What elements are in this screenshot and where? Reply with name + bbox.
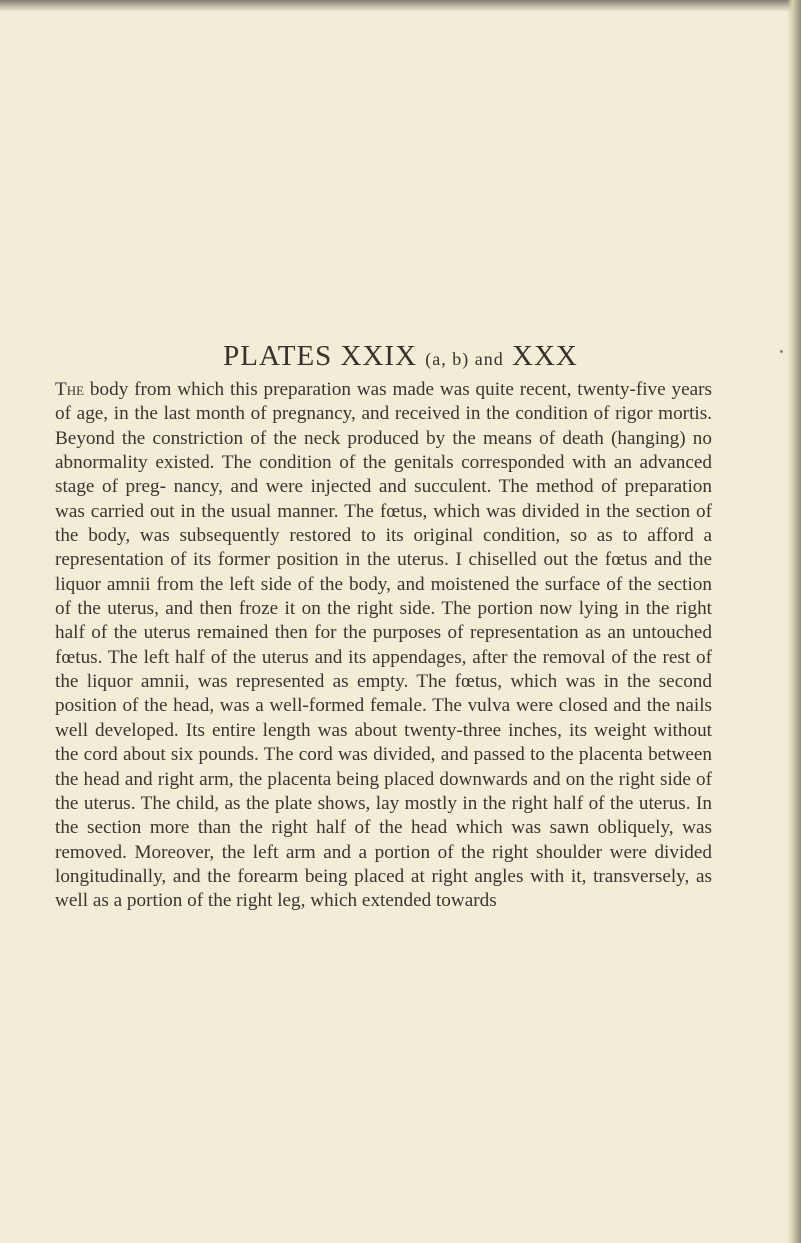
page-right-edge [787,0,801,1243]
paragraph-lead: The [55,379,85,400]
paragraph [55,378,712,914]
title-paren: (a, b) and [425,349,504,369]
paragraph-text: body from which this preparation was made was quite recent, twenty-five years of age, in the last month of pregnancy, and received in the condition of rigor mortis. Beyond the constriction of the neck produced by the means of death (hanging) no abnormality existed. The condition of the genitals corresponded with an advanced stage of preg- nancy, and were injected and succulent. The method of preparation was carried out in the usual manner. The fœtus, which was divided in the section of the body, was subsequently restored to its original condition, so as to afford a representation of its former position in the uterus. I chiselled out the fœtus and the liquor amnii from the left side of the body, and moistened the surface of the section of the uterus, and then froze it on the right side. The portion now lying in the right half of the uterus remained then for the purposes of representation as an untouched fœtus. The left half of the uterus and its appendages, after the removal of the rest of the liquor amnii, was represented as empty. The fœtus, which was in the second position of the head, was a well-formed female. The vulva were closed and the nails well developed. Its entire length was about twenty-three inches, its weight without the cord about six pounds. The cord was divided, and passed to the placenta between the head and right arm, the placenta being placed downwards and on the right side of the uterus. The child, as the plate shows, lay mostly in the right half of the uterus. In the section more than the right half of the head which was sawn obliquely, was removed. Moreover, the left arm and a portion of the right shoulder were divided longitudinally, and the forearm being placed at right angles with it, transversely, as well as a portion of the right leg, which extended towards [55,379,712,912]
title-tail: XXX [512,340,578,372]
page-title [0,340,801,373]
page-top-edge [0,0,801,12]
body-paragraph [55,378,712,914]
title-main: PLATES XXIX [223,340,418,372]
